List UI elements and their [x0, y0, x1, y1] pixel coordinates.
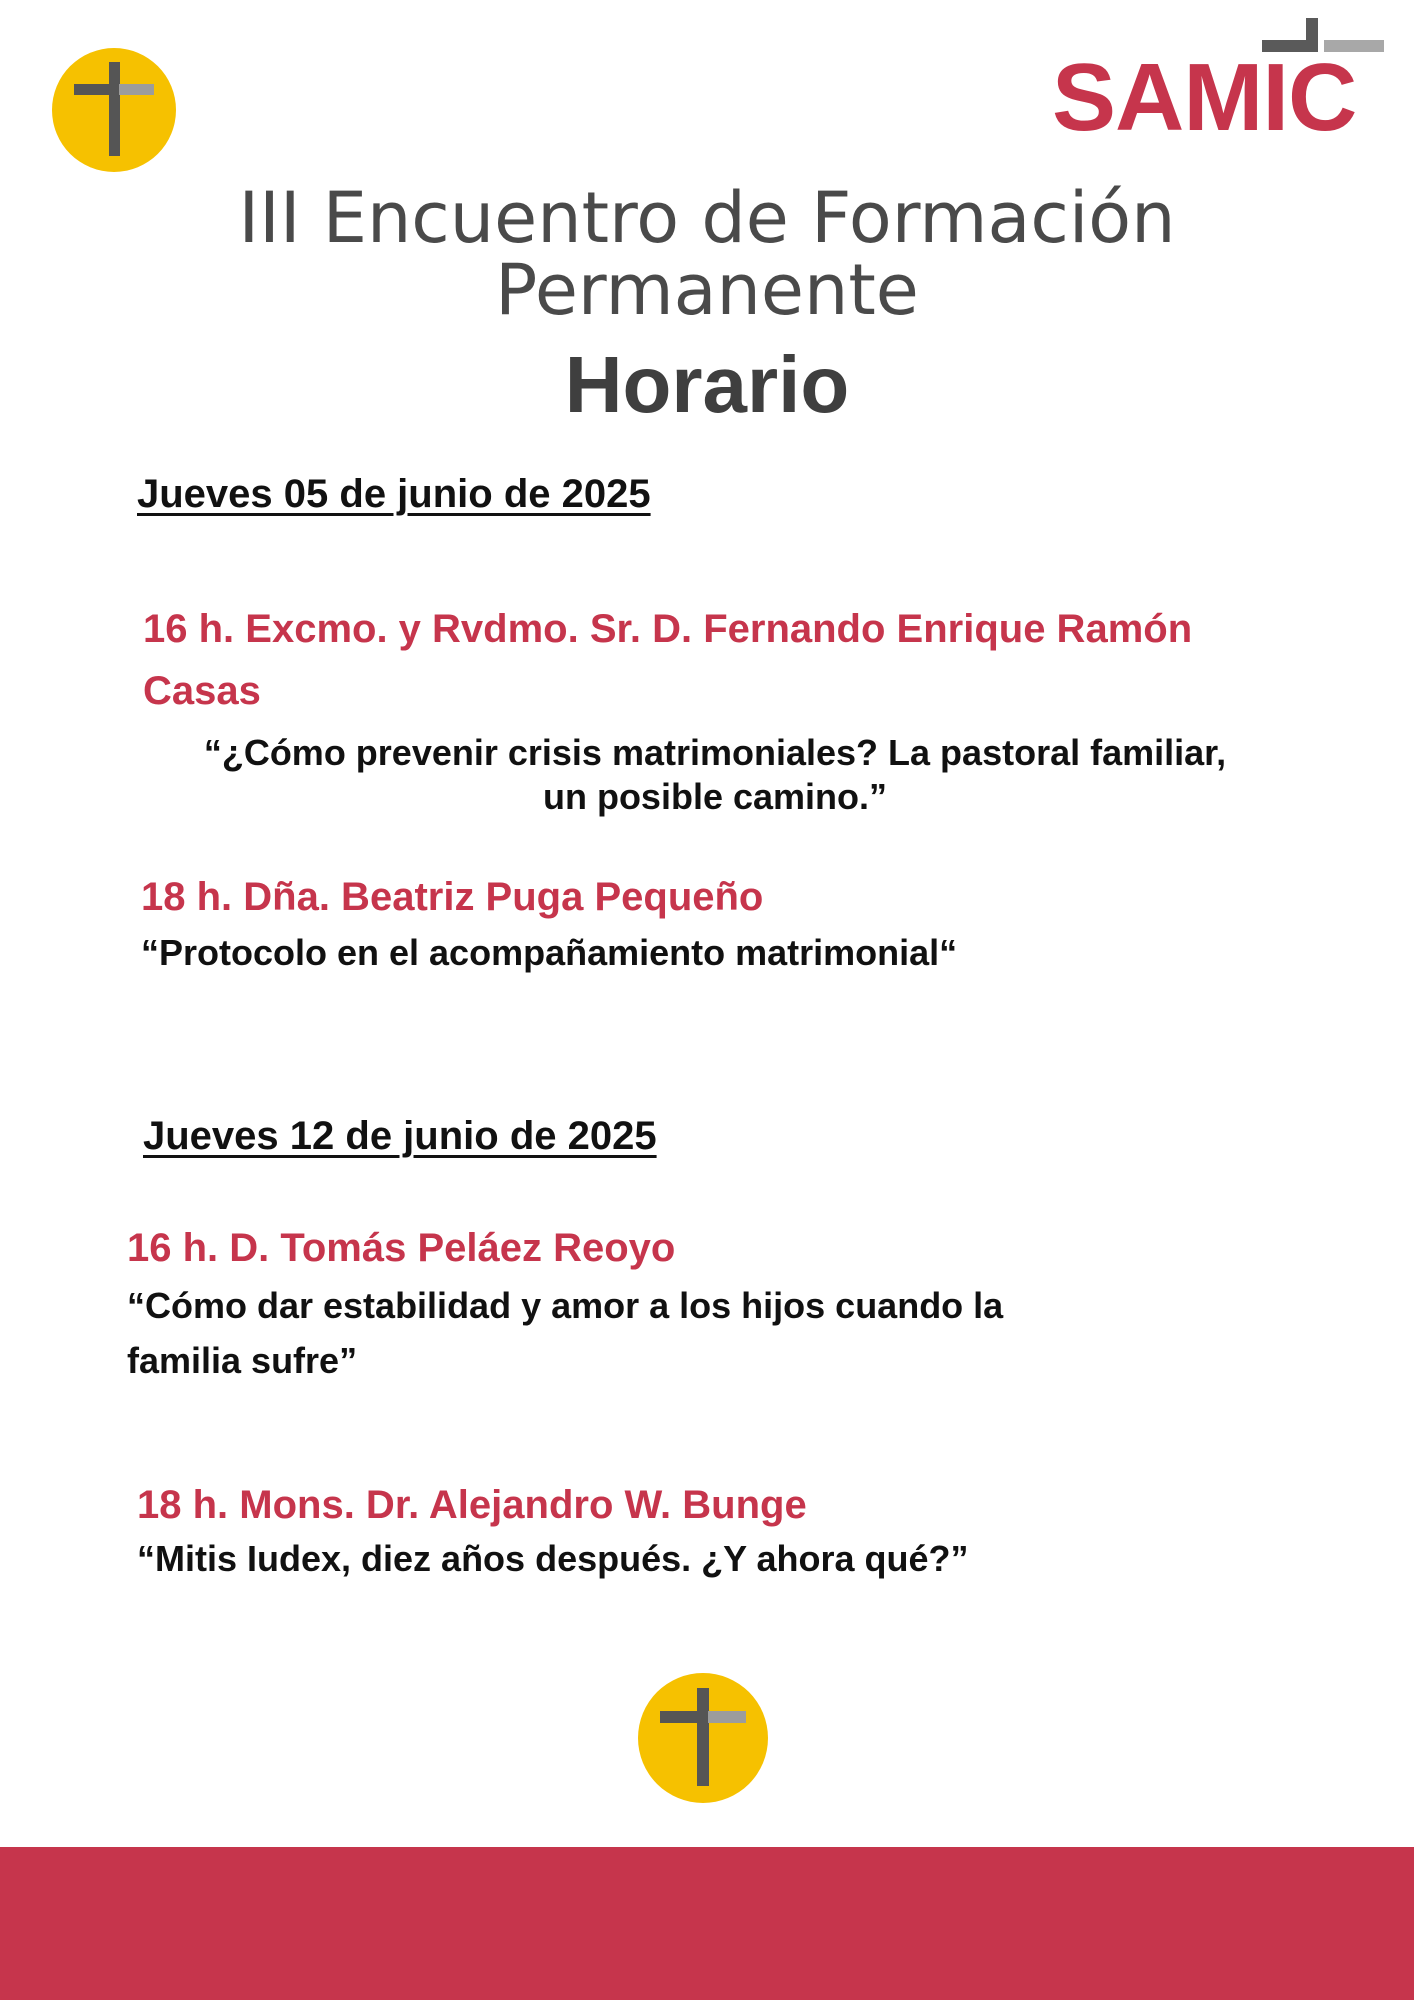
- cross-logo-icon: [638, 1673, 768, 1803]
- day-2-date: Jueves 12 de junio de 2025: [143, 1114, 657, 1158]
- day-2-session-1-speaker: 16 h. D. Tomás Peláez Reoyo: [127, 1226, 676, 1270]
- day-1-session-1-talk-line2: un posible camino.”: [542, 776, 888, 817]
- samic-logo: [1052, 44, 1402, 151]
- day-2-session-2-speaker: 18 h. Mons. Dr. Alejandro W. Bunge: [137, 1483, 807, 1527]
- samic-wordmark: SAMIC: [1052, 44, 1357, 151]
- page-title-line1: III Encuentro de Formación: [238, 177, 1176, 259]
- cross-logo-icon: [52, 48, 176, 172]
- day-1-session-1-speaker-line2: Casas: [143, 669, 261, 713]
- page-title-line2: Permanente: [495, 249, 919, 331]
- day-2-session-1-talk-line1: “Cómo dar estabilidad y amor a los hijos cuando la: [127, 1285, 1004, 1326]
- page-subtitle: Horario: [564, 340, 850, 429]
- day-2-session-1-talk-line2: familia sufre”: [127, 1340, 358, 1381]
- day-2-session-2-talk: “Mitis Iudex, diez años después. ¿Y ahora qué?”: [137, 1538, 969, 1579]
- day-1-date: Jueves 05 de junio de 2025: [137, 472, 651, 516]
- day-1-session-1-talk-line1: “¿Cómo prevenir crisis matrimoniales? La pastoral familiar,: [203, 732, 1227, 773]
- day-1-session-2-speaker: 18 h. Dña. Beatriz Puga Pequeño: [141, 875, 764, 919]
- footer-band: [0, 1847, 1414, 2000]
- day-1-session-1-speaker-line1: 16 h. Excmo. y Rvdmo. Sr. D. Fernando Enrique Ramón: [143, 607, 1193, 651]
- day-1-session-2-talk: “Protocolo en el acompañamiento matrimonial“: [141, 932, 958, 973]
